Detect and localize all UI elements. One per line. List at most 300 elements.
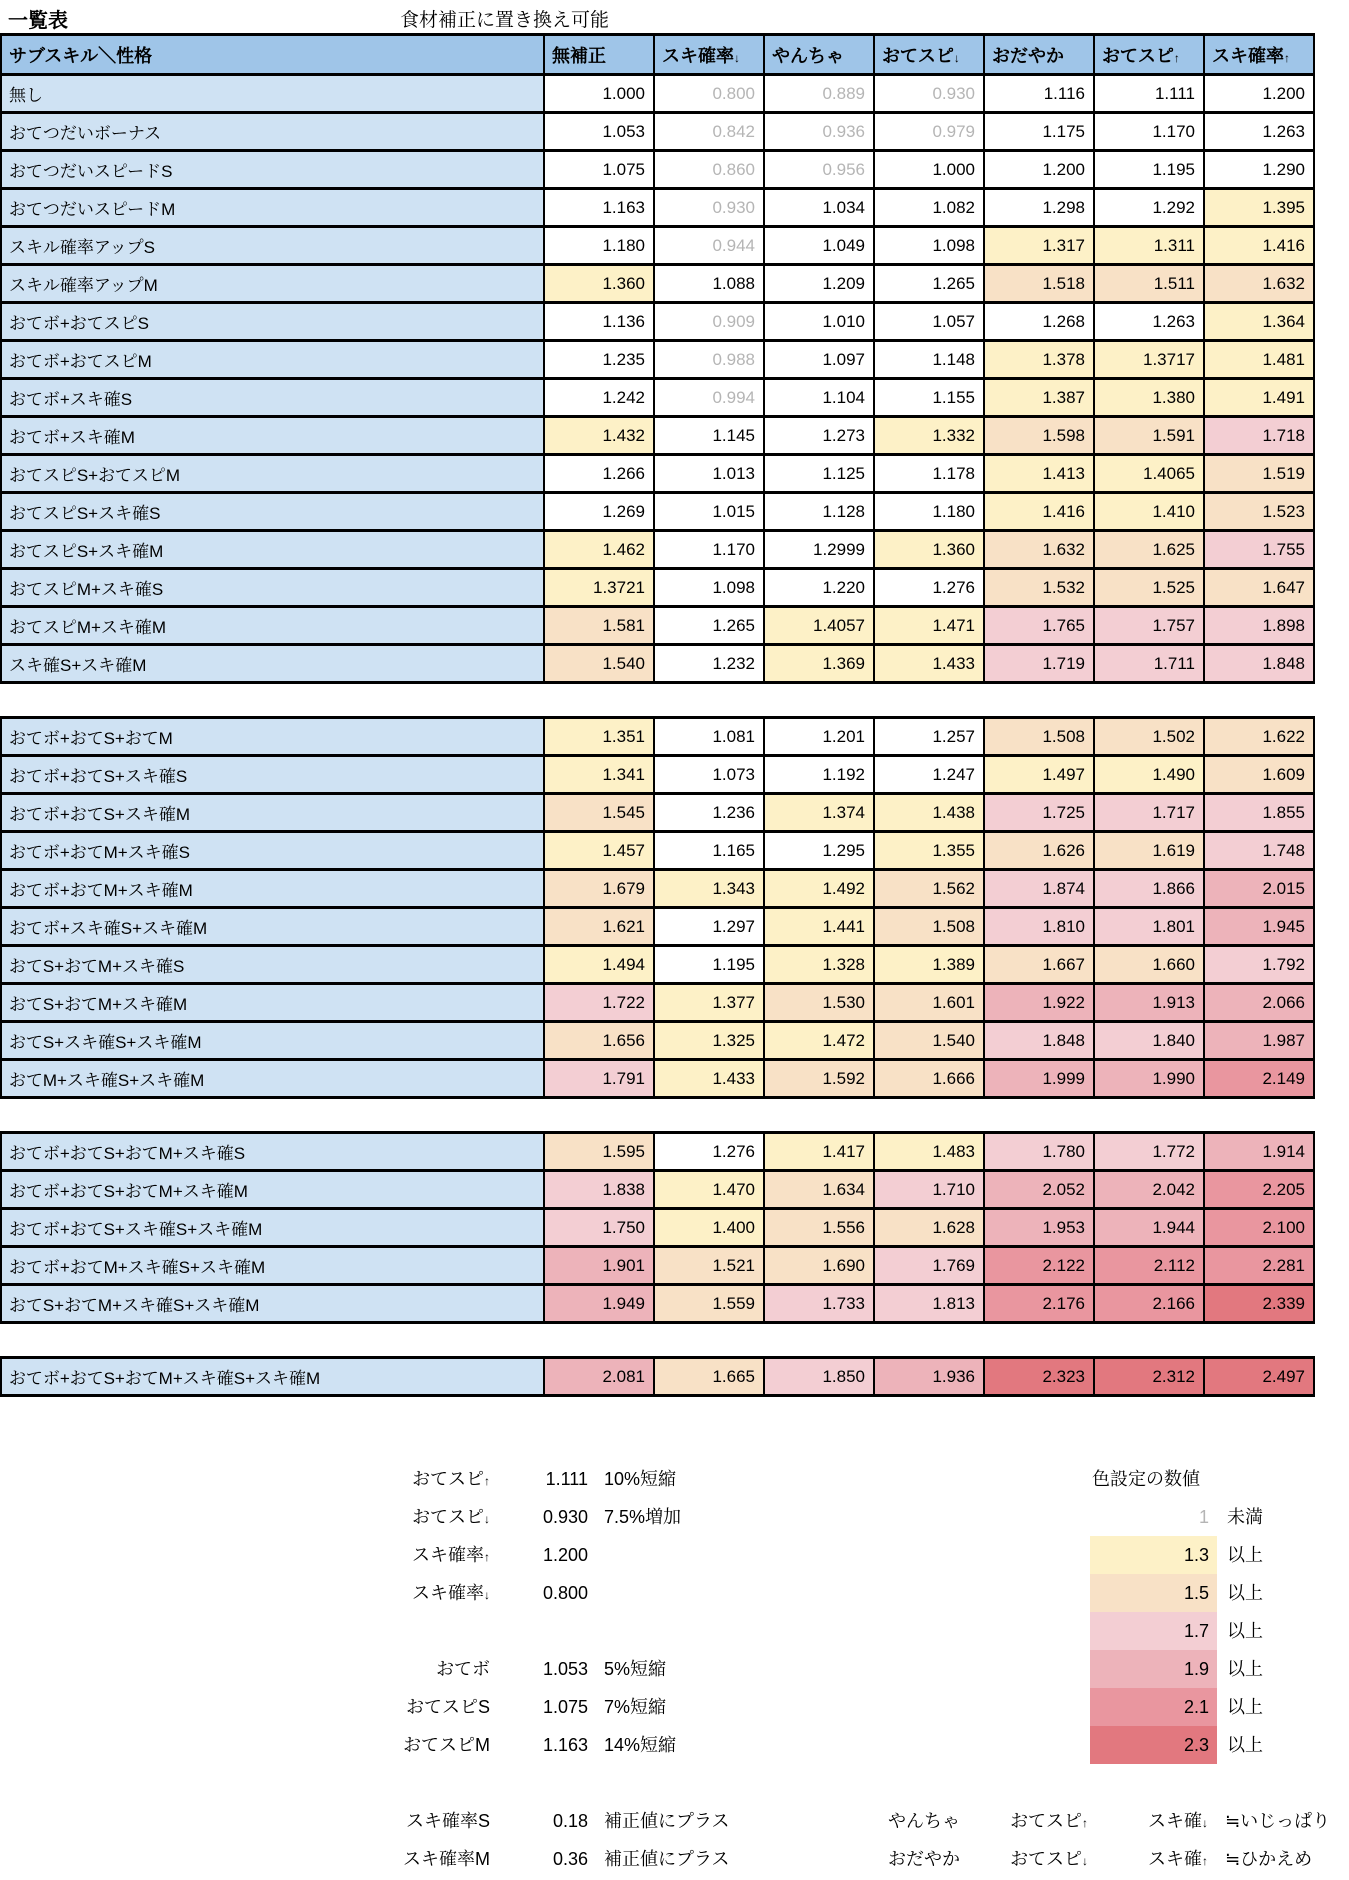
value-cell[interactable]: 1.276 (654, 1133, 764, 1171)
value-cell[interactable]: 1.619 (1094, 832, 1204, 870)
value-cell[interactable]: 1.492 (764, 870, 874, 908)
modifier-value: 1.111 (545, 1469, 588, 1489)
value-cell[interactable]: 1.945 (1204, 908, 1314, 946)
row-label-cell[interactable]: おてM+スキ確S+スキ確M (1, 1060, 544, 1098)
header-row (1, 35, 1314, 75)
value-cell[interactable]: 1.540 (544, 645, 654, 683)
value-cell[interactable]: 1.273 (764, 417, 874, 455)
value-cell[interactable]: 1.377 (654, 984, 764, 1022)
value-cell[interactable]: 1.765 (984, 607, 1094, 645)
value-cell[interactable]: 1.098 (874, 227, 984, 265)
value-cell[interactable]: 1.180 (874, 493, 984, 531)
table-row (1, 794, 1314, 832)
value-cell[interactable]: 1.263 (1204, 113, 1314, 151)
value-cell[interactable]: 1.471 (874, 607, 984, 645)
value-cell[interactable]: 1.481 (1204, 341, 1314, 379)
value-cell[interactable]: 1.472 (764, 1022, 874, 1060)
column-header-cell[interactable]: スキ確率↑ (1204, 35, 1314, 75)
row-label-cell[interactable]: おてスピS+おてスピM (1, 455, 544, 493)
value-cell[interactable]: 1.490 (1094, 756, 1204, 794)
value-cell[interactable]: 1.511 (1094, 265, 1204, 303)
value-cell[interactable]: 1.628 (874, 1209, 984, 1247)
row-label-cell[interactable]: おてつだいスピードS (1, 151, 544, 189)
value-cell[interactable]: 1.532 (984, 569, 1094, 607)
value-cell[interactable]: 1.298 (984, 189, 1094, 227)
value-cell[interactable]: 1.665 (654, 1358, 764, 1396)
value-cell[interactable]: 1.710 (874, 1171, 984, 1209)
value-cell[interactable]: 1.276 (874, 569, 984, 607)
row-label-cell[interactable]: おてS+おてM+スキ確M (1, 984, 544, 1022)
value-cell[interactable]: 1.462 (544, 531, 654, 569)
value-cell[interactable]: 1.850 (764, 1358, 874, 1396)
row-label-cell[interactable]: おてS+おてM+スキ確S+スキ確M (1, 1285, 544, 1323)
value-cell[interactable]: 1.125 (764, 455, 874, 493)
value-cell[interactable]: 1.901 (544, 1247, 654, 1285)
value-cell[interactable]: 1.601 (874, 984, 984, 1022)
value-cell[interactable]: 1.801 (1094, 908, 1204, 946)
column-header-cell[interactable]: スキ確率↓ (654, 35, 764, 75)
value-cell[interactable]: 1.874 (984, 870, 1094, 908)
value-cell[interactable]: 1.343 (654, 870, 764, 908)
value-cell[interactable]: 1.195 (654, 946, 764, 984)
value-cell[interactable]: 1.519 (1204, 455, 1314, 493)
column-header-cell[interactable]: おてスピ↓ (874, 35, 984, 75)
value-cell[interactable]: 1.494 (544, 946, 654, 984)
row-label-cell[interactable]: おてボ+おてS+スキ確M (1, 794, 544, 832)
value-cell[interactable]: 1.111 (1094, 75, 1204, 113)
value-cell[interactable]: 1.088 (654, 265, 764, 303)
value-cell[interactable]: 1.609 (1204, 756, 1314, 794)
value-cell[interactable]: 1.081 (654, 718, 764, 756)
value-cell[interactable]: 1.483 (874, 1133, 984, 1171)
value-cell[interactable]: 1.913 (1094, 984, 1204, 1022)
value-cell[interactable]: 0.930 (874, 75, 984, 113)
value-cell[interactable]: 1.750 (544, 1209, 654, 1247)
value-cell[interactable]: 1.545 (544, 794, 654, 832)
value-cell[interactable]: 1.622 (1204, 718, 1314, 756)
value-cell[interactable]: 1.163 (544, 189, 654, 227)
value-cell[interactable]: 1.999 (984, 1060, 1094, 1098)
value-cell[interactable]: 1.502 (1094, 718, 1204, 756)
value-cell[interactable]: 1.3717 (1094, 341, 1204, 379)
color-scale-swatch: 1.9 (1090, 1650, 1217, 1688)
modifier-note: 5%短縮 (604, 1659, 667, 1679)
value-cell[interactable]: 0.889 (764, 75, 874, 113)
row-label-cell[interactable]: おてボ+おてS+おてM+スキ確M (1, 1171, 544, 1209)
value-cell[interactable]: 1.155 (874, 379, 984, 417)
value-cell[interactable]: 1.148 (874, 341, 984, 379)
value-cell[interactable]: 1.625 (1094, 531, 1204, 569)
value-cell[interactable]: 2.166 (1094, 1285, 1204, 1323)
row-label-cell[interactable]: 無し (1, 75, 544, 113)
value-cell[interactable]: 1.263 (1094, 303, 1204, 341)
nature-equivalent: ≒ひかえめ (1225, 1849, 1313, 1869)
value-cell[interactable]: 1.717 (1094, 794, 1204, 832)
value-cell[interactable]: 1.209 (764, 265, 874, 303)
value-cell[interactable]: 1.195 (1094, 151, 1204, 189)
value-cell[interactable]: 0.936 (764, 113, 874, 151)
color-scale-suffix: 未満 (1227, 1507, 1263, 1527)
value-cell[interactable]: 1.369 (764, 645, 874, 683)
value-cell[interactable]: 1.311 (1094, 227, 1204, 265)
modifier-note: 補正値にプラス (604, 1849, 730, 1869)
value-cell[interactable]: 1.389 (874, 946, 984, 984)
value-cell[interactable]: 1.848 (984, 1022, 1094, 1060)
value-cell[interactable]: 1.000 (544, 75, 654, 113)
value-cell[interactable]: 1.410 (1094, 493, 1204, 531)
value-cell[interactable]: 1.380 (1094, 379, 1204, 417)
value-cell[interactable]: 1.416 (984, 493, 1094, 531)
modifier-value: 1.053 (542, 1659, 588, 1679)
value-cell[interactable]: 2.323 (984, 1358, 1094, 1396)
value-cell[interactable]: 1.170 (654, 531, 764, 569)
value-cell[interactable]: 1.2999 (764, 531, 874, 569)
value-cell[interactable]: 1.269 (544, 493, 654, 531)
value-cell[interactable]: 2.312 (1094, 1358, 1204, 1396)
value-cell[interactable]: 1.634 (764, 1171, 874, 1209)
row-label-cell[interactable]: おてスピM+スキ確S (1, 569, 544, 607)
row-label-cell[interactable]: おてボ+おてS+おてM+スキ確S+スキ確M (1, 1358, 544, 1396)
value-cell[interactable]: 1.433 (654, 1060, 764, 1098)
value-cell[interactable]: 1.562 (874, 870, 984, 908)
value-cell[interactable]: 0.988 (654, 341, 764, 379)
value-cell[interactable]: 1.621 (544, 908, 654, 946)
value-cell[interactable]: 1.679 (544, 870, 654, 908)
value-cell[interactable]: 0.909 (654, 303, 764, 341)
value-cell[interactable]: 1.413 (984, 455, 1094, 493)
value-cell[interactable]: 2.497 (1204, 1358, 1314, 1396)
value-cell[interactable]: 1.165 (654, 832, 764, 870)
value-cell[interactable]: 1.518 (984, 265, 1094, 303)
value-cell[interactable]: 1.598 (984, 417, 1094, 455)
value-cell[interactable]: 1.341 (544, 756, 654, 794)
value-cell[interactable]: 1.722 (544, 984, 654, 1022)
table-row (1, 113, 1314, 151)
row-label-cell[interactable]: おてつだいスピードM (1, 189, 544, 227)
value-cell[interactable]: 1.949 (544, 1285, 654, 1323)
value-cell[interactable]: 1.145 (654, 417, 764, 455)
row-label-cell[interactable]: おてつだいボーナス (1, 113, 544, 151)
value-cell[interactable]: 1.104 (764, 379, 874, 417)
table-row (1, 303, 1314, 341)
value-cell[interactable]: 1.719 (984, 645, 1094, 683)
row-label-cell[interactable]: おてスピS+スキ確S (1, 493, 544, 531)
value-cell[interactable]: 1.666 (874, 1060, 984, 1098)
value-cell[interactable]: 1.355 (874, 832, 984, 870)
row-label-cell[interactable]: おてボ+おてS+スキ確S+スキ確M (1, 1209, 544, 1247)
value-cell[interactable]: 1.3721 (544, 569, 654, 607)
value-cell[interactable]: 1.170 (1094, 113, 1204, 151)
value-cell[interactable]: 1.053 (544, 113, 654, 151)
value-cell[interactable]: 1.690 (764, 1247, 874, 1285)
value-cell[interactable]: 1.656 (544, 1022, 654, 1060)
value-cell[interactable]: 1.235 (544, 341, 654, 379)
value-cell[interactable]: 1.232 (654, 645, 764, 683)
nature-equivalent: ≒いじっぱり (1225, 1811, 1331, 1831)
value-cell[interactable]: 1.220 (764, 569, 874, 607)
table-row (1, 1285, 1314, 1323)
value-cell[interactable]: 2.281 (1204, 1247, 1314, 1285)
tables-area (0, 33, 1349, 1397)
value-cell[interactable]: 1.769 (874, 1247, 984, 1285)
value-cell[interactable]: 1.328 (764, 946, 874, 984)
value-cell[interactable]: 1.192 (764, 756, 874, 794)
color-scale-suffix: 以上 (1227, 1621, 1263, 1641)
value-cell[interactable]: 1.718 (1204, 417, 1314, 455)
value-cell[interactable]: 1.257 (874, 718, 984, 756)
table-row (1, 1358, 1314, 1396)
row-label-cell[interactable]: おてボ+スキ確S (1, 379, 544, 417)
value-cell[interactable]: 1.297 (654, 908, 764, 946)
value-cell[interactable]: 1.497 (984, 756, 1094, 794)
value-cell[interactable]: 1.351 (544, 718, 654, 756)
value-cell[interactable]: 1.508 (984, 718, 1094, 756)
value-cell[interactable]: 1.772 (1094, 1133, 1204, 1171)
value-cell[interactable]: 0.979 (874, 113, 984, 151)
value-cell[interactable]: 1.098 (654, 569, 764, 607)
legend-area (0, 1460, 1349, 1878)
value-cell[interactable]: 1.592 (764, 1060, 874, 1098)
value-cell[interactable]: 1.075 (544, 151, 654, 189)
value-cell[interactable]: 1.757 (1094, 607, 1204, 645)
value-cell[interactable]: 1.265 (654, 607, 764, 645)
value-cell[interactable]: 1.556 (764, 1209, 874, 1247)
arrow-glyph: ↑ (1173, 50, 1180, 65)
value-cell[interactable]: 0.930 (654, 189, 764, 227)
value-cell[interactable]: 2.122 (984, 1247, 1094, 1285)
value-cell[interactable]: 1.180 (544, 227, 654, 265)
column-header-cell[interactable]: おてスピ↑ (1094, 35, 1204, 75)
value-cell[interactable]: 1.457 (544, 832, 654, 870)
modifier-value: 1.200 (542, 1545, 588, 1565)
value-cell[interactable]: 1.387 (984, 379, 1094, 417)
modifier-note: 補正値にプラス (604, 1811, 730, 1831)
arrow-glyph: ↑ (1284, 50, 1290, 65)
value-cell[interactable]: 2.066 (1204, 984, 1314, 1022)
value-cell[interactable]: 1.416 (1204, 227, 1314, 265)
value-cell[interactable]: 1.990 (1094, 1060, 1204, 1098)
value-cell[interactable]: 1.632 (984, 531, 1094, 569)
value-cell[interactable]: 1.521 (654, 1247, 764, 1285)
value-cell[interactable]: 1.530 (764, 984, 874, 1022)
value-cell[interactable]: 1.136 (544, 303, 654, 341)
row-label-cell[interactable]: おてボ+おてM+スキ確S+スキ確M (1, 1247, 544, 1285)
value-cell[interactable]: 1.395 (1204, 189, 1314, 227)
value-cell[interactable]: 1.953 (984, 1209, 1094, 1247)
value-cell[interactable]: 0.956 (764, 151, 874, 189)
value-cell[interactable]: 1.242 (544, 379, 654, 417)
value-cell[interactable]: 1.581 (544, 607, 654, 645)
value-cell[interactable]: 1.4065 (1094, 455, 1204, 493)
value-cell[interactable]: 1.733 (764, 1285, 874, 1323)
value-cell[interactable]: 1.082 (874, 189, 984, 227)
value-cell[interactable]: 1.792 (1204, 946, 1314, 984)
value-cell[interactable]: 1.626 (984, 832, 1094, 870)
value-cell[interactable]: 2.112 (1094, 1247, 1204, 1285)
value-cell[interactable]: 2.042 (1094, 1171, 1204, 1209)
value-cell[interactable]: 1.595 (544, 1133, 654, 1171)
row-label-cell[interactable]: おてスピM+スキ確M (1, 607, 544, 645)
modifier-label: スキ確率M (403, 1849, 490, 1869)
value-cell[interactable]: 2.176 (984, 1285, 1094, 1323)
value-cell[interactable]: 0.944 (654, 227, 764, 265)
value-cell[interactable]: 1.922 (984, 984, 1094, 1022)
value-cell[interactable]: 2.052 (984, 1171, 1094, 1209)
value-cell[interactable]: 1.813 (874, 1285, 984, 1323)
value-cell[interactable]: 1.049 (764, 227, 874, 265)
value-cell[interactable]: 1.265 (874, 265, 984, 303)
modifier-value: 1.163 (542, 1735, 588, 1755)
value-cell[interactable]: 1.523 (1204, 493, 1314, 531)
row-label-cell[interactable]: おてボ+おてスピM (1, 341, 544, 379)
row-label-cell[interactable]: おてS+おてM+スキ確S (1, 946, 544, 984)
value-cell[interactable]: 1.433 (874, 645, 984, 683)
value-cell[interactable]: 1.116 (984, 75, 1094, 113)
modifier-note: 7.5%増加 (604, 1507, 682, 1527)
table-row (1, 984, 1314, 1022)
value-cell[interactable]: 1.647 (1204, 569, 1314, 607)
value-cell[interactable]: 1.201 (764, 718, 874, 756)
row-label-cell[interactable]: おてボ+おてスピS (1, 303, 544, 341)
value-cell[interactable]: 1.840 (1094, 1022, 1204, 1060)
value-cell[interactable]: 1.838 (544, 1171, 654, 1209)
value-cell[interactable]: 0.842 (654, 113, 764, 151)
value-cell[interactable]: 1.866 (1094, 870, 1204, 908)
row-label-cell[interactable]: おてボ+おてM+スキ確M (1, 870, 544, 908)
row-label-cell[interactable]: おてボ+おてS+おてM+スキ確S (1, 1133, 544, 1171)
value-cell[interactable]: 1.175 (984, 113, 1094, 151)
table-row (1, 531, 1314, 569)
value-cell[interactable]: 2.205 (1204, 1171, 1314, 1209)
value-cell[interactable]: 1.013 (654, 455, 764, 493)
nature-term: スキ確↓ (1148, 1811, 1208, 1831)
value-cell[interactable]: 1.632 (1204, 265, 1314, 303)
value-cell[interactable]: 1.748 (1204, 832, 1314, 870)
value-cell[interactable]: 2.015 (1204, 870, 1314, 908)
value-cell[interactable]: 1.268 (984, 303, 1094, 341)
value-cell[interactable]: 1.660 (1094, 946, 1204, 984)
row-label-cell[interactable]: おてS+スキ確S+スキ確M (1, 1022, 544, 1060)
row-label-cell[interactable]: スキ確S+スキ確M (1, 645, 544, 683)
value-cell[interactable]: 0.860 (654, 151, 764, 189)
modifier-label: おてスピS (406, 1697, 490, 1717)
value-cell[interactable]: 1.266 (544, 455, 654, 493)
value-cell[interactable]: 1.057 (874, 303, 984, 341)
value-cell[interactable]: 1.374 (764, 794, 874, 832)
value-cell[interactable]: 1.417 (764, 1133, 874, 1171)
value-cell[interactable]: 1.128 (764, 493, 874, 531)
value-cell[interactable]: 2.100 (1204, 1209, 1314, 1247)
row-label-cell[interactable]: おてボ+おてS+スキ確S (1, 756, 544, 794)
value-cell[interactable]: 1.097 (764, 341, 874, 379)
value-cell[interactable]: 2.149 (1204, 1060, 1314, 1098)
row-label-cell[interactable]: おてボ+おてS+おてM (1, 718, 544, 756)
value-cell[interactable]: 1.000 (874, 151, 984, 189)
row-label-cell[interactable]: おてボ+スキ確S+スキ確M (1, 908, 544, 946)
arrow-glyph: ↑ (484, 1474, 490, 1488)
value-cell[interactable]: 1.073 (654, 756, 764, 794)
value-cell[interactable]: 1.360 (874, 531, 984, 569)
value-cell[interactable]: 1.400 (654, 1209, 764, 1247)
table-row (1, 493, 1314, 531)
table-row (1, 455, 1314, 493)
value-cell[interactable]: 1.898 (1204, 607, 1314, 645)
value-cell[interactable]: 1.325 (654, 1022, 764, 1060)
column-header-cell[interactable]: やんちゃ (764, 35, 874, 75)
row-label-cell[interactable]: スキル確率アップM (1, 265, 544, 303)
modifier-label: おてスピ↑ (412, 1469, 490, 1489)
value-cell[interactable]: 0.994 (654, 379, 764, 417)
value-cell[interactable]: 1.848 (1204, 645, 1314, 683)
value-cell[interactable]: 1.432 (544, 417, 654, 455)
value-cell[interactable]: 1.559 (654, 1285, 764, 1323)
value-cell[interactable]: 1.360 (544, 265, 654, 303)
row-label-cell[interactable]: おてボ+スキ確M (1, 417, 544, 455)
value-cell[interactable]: 1.470 (654, 1171, 764, 1209)
value-cell[interactable]: 1.810 (984, 908, 1094, 946)
value-cell[interactable]: 1.540 (874, 1022, 984, 1060)
color-scale-suffix: 以上 (1227, 1583, 1263, 1603)
value-cell[interactable]: 2.339 (1204, 1285, 1314, 1323)
arrow-glyph: ↓ (484, 1512, 490, 1526)
value-cell[interactable]: 1.667 (984, 946, 1094, 984)
row-label-cell[interactable]: おてボ+おてM+スキ確S (1, 832, 544, 870)
value-cell[interactable]: 1.780 (984, 1133, 1094, 1171)
value-cell[interactable]: 1.200 (1204, 75, 1314, 113)
value-cell[interactable]: 1.711 (1094, 645, 1204, 683)
value-cell[interactable]: 0.800 (654, 75, 764, 113)
value-cell[interactable]: 1.010 (764, 303, 874, 341)
value-cell[interactable]: 1.987 (1204, 1022, 1314, 1060)
value-cell[interactable]: 1.295 (764, 832, 874, 870)
value-cell[interactable]: 1.936 (874, 1358, 984, 1396)
row-label-cell[interactable]: スキル確率アップS (1, 227, 544, 265)
value-cell[interactable]: 1.438 (874, 794, 984, 832)
value-cell[interactable]: 1.290 (1204, 151, 1314, 189)
value-cell[interactable]: 1.236 (654, 794, 764, 832)
value-cell[interactable]: 1.292 (1094, 189, 1204, 227)
color-scale-swatch: 1.5 (1090, 1574, 1217, 1612)
value-cell[interactable]: 1.4057 (764, 607, 874, 645)
value-cell[interactable]: 1.525 (1094, 569, 1204, 607)
value-cell[interactable]: 1.914 (1204, 1133, 1314, 1171)
value-cell[interactable]: 1.034 (764, 189, 874, 227)
value-cell[interactable]: 1.200 (984, 151, 1094, 189)
row-label-cell[interactable]: おてスピS+スキ確M (1, 531, 544, 569)
value-cell[interactable]: 1.755 (1204, 531, 1314, 569)
value-cell[interactable]: 1.178 (874, 455, 984, 493)
value-cell[interactable]: 1.591 (1094, 417, 1204, 455)
value-cell[interactable]: 1.247 (874, 756, 984, 794)
value-cell[interactable]: 1.332 (874, 417, 984, 455)
value-cell[interactable]: 1.364 (1204, 303, 1314, 341)
value-cell[interactable]: 1.508 (874, 908, 984, 946)
value-cell[interactable]: 1.855 (1204, 794, 1314, 832)
value-cell[interactable]: 1.725 (984, 794, 1094, 832)
value-cell[interactable]: 1.944 (1094, 1209, 1204, 1247)
value-cell[interactable]: 1.491 (1204, 379, 1314, 417)
value-cell[interactable]: 1.791 (544, 1060, 654, 1098)
value-cell[interactable]: 2.081 (544, 1358, 654, 1396)
column-header-cell[interactable]: 無補正 (544, 35, 654, 75)
corner-header-cell[interactable]: サブスキル＼性格 (1, 35, 544, 75)
value-cell[interactable]: 1.015 (654, 493, 764, 531)
value-cell[interactable]: 1.441 (764, 908, 874, 946)
value-cell[interactable]: 1.317 (984, 227, 1094, 265)
value-cell[interactable]: 1.378 (984, 341, 1094, 379)
column-header-cell[interactable]: おだやか (984, 35, 1094, 75)
arrow-glyph: ↓ (1082, 1854, 1088, 1868)
